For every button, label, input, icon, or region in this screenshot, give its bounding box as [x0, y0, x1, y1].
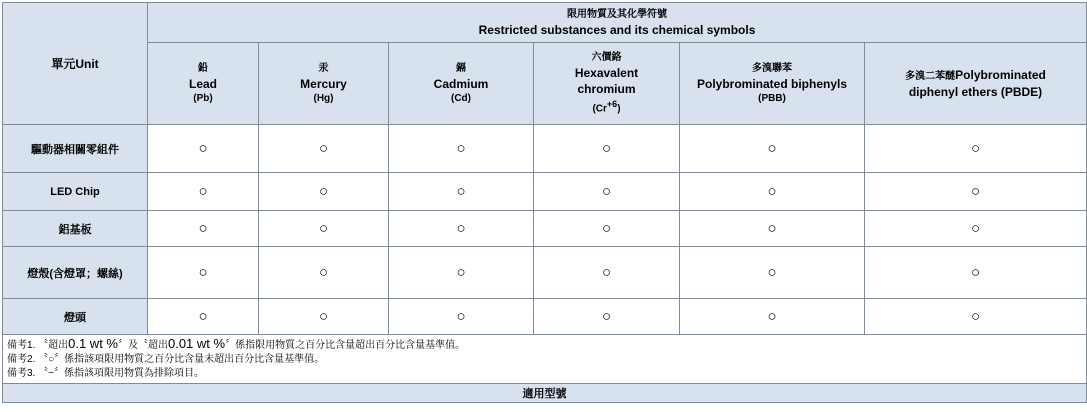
substance-symbol	[534, 97, 679, 116]
mark-cell: ○	[865, 125, 1087, 173]
note-1-text: 備考1. 〝超出	[7, 340, 69, 351]
mark-cell: ○	[259, 211, 389, 247]
mark-cell: ○	[389, 299, 534, 335]
mark-cell: ○	[865, 247, 1087, 299]
substance-symbol: (PBB)	[758, 92, 786, 104]
note-1-text: 〞係指限用物質之百分比含量超出百分比含量基準值。	[225, 340, 466, 351]
mark-cell: ○	[148, 211, 259, 247]
restricted-title-en: Restricted substances and its chemical symbols	[478, 22, 756, 37]
restricted-header	[148, 3, 1087, 43]
note-1	[7, 337, 1082, 353]
substance-symbol: (Pb)	[193, 92, 213, 104]
substance-pbde	[865, 43, 1087, 125]
symbol-prefix: (Cr	[592, 103, 607, 115]
substance-en: Polybrominated	[955, 68, 1046, 82]
substance-pbb	[680, 43, 865, 125]
notes-cell	[3, 335, 1087, 384]
substance-en-line2: chromium	[577, 81, 636, 96]
substance-en: Mercury	[300, 76, 347, 91]
mark-cell: ○	[865, 173, 1087, 211]
symbol-superscript: +6	[606, 98, 618, 109]
unit-header	[3, 3, 148, 125]
mark-cell: ○	[865, 299, 1087, 335]
substance-en: Polybrominated biphenyls	[696, 76, 848, 91]
mark-cell: ○	[680, 125, 865, 173]
mark-cell: ○	[389, 247, 534, 299]
substance-zh: 鉛	[198, 62, 208, 74]
mark-cell: ○	[259, 299, 389, 335]
mark-cell: ○	[534, 125, 680, 173]
table-row	[3, 299, 1087, 335]
mark-cell: ○	[259, 125, 389, 173]
mark-cell: ○	[865, 211, 1087, 247]
substance-zh: 多溴二苯醚	[905, 71, 956, 82]
note-1-value: 0.1 wt %	[68, 336, 118, 351]
notes-row	[3, 335, 1087, 384]
substance-en: Lead	[188, 76, 217, 91]
mark-cell: ○	[680, 173, 865, 211]
substance-symbol: (Cd)	[451, 92, 471, 104]
restricted-substances-table	[2, 2, 1087, 403]
substance-en-line2: diphenyl ethers (PBDE)	[908, 85, 1043, 99]
substance-zh: 鎘	[456, 62, 466, 74]
table-row	[3, 211, 1087, 247]
note-3: 備考3. 〝−〞係指該項限用物質為排除項目。	[7, 368, 204, 379]
note-1-value: 0.01 wt %	[167, 336, 226, 351]
substance-zh: 汞	[318, 62, 329, 74]
rohs-declaration	[2, 2, 1086, 403]
mark-cell: ○	[148, 125, 259, 173]
mark-cell: ○	[389, 173, 534, 211]
mark-cell: ○	[259, 173, 389, 211]
substance-zh: 多溴聯苯	[752, 62, 792, 74]
substance-en-line1	[865, 67, 1086, 84]
mark-cell: ○	[534, 299, 680, 335]
mark-cell: ○	[389, 211, 534, 247]
restricted-title-zh: 限用物質及其化學符號	[567, 8, 667, 20]
applicable-models-title: 適用型號	[522, 388, 567, 400]
substance-lead	[148, 43, 259, 125]
mark-cell: ○	[534, 173, 680, 211]
row-label: 驅動器相關零組件	[3, 125, 148, 173]
mark-cell: ○	[259, 247, 389, 299]
applicable-models-header	[3, 384, 1087, 403]
mark-cell: ○	[148, 247, 259, 299]
row-label: 燈頭	[3, 299, 148, 335]
substance-symbol: (Hg)	[313, 92, 334, 104]
note-2: 備考2. 〝○〞係指該項限用物質之百分比含量未超出百分比含量基準值。	[7, 354, 325, 365]
substance-cadmium	[389, 43, 534, 125]
row-label: 燈殼(含燈罩；螺絲)	[3, 247, 148, 299]
table-row	[3, 247, 1087, 299]
substance-en: Cadmium	[433, 76, 489, 91]
mark-cell: ○	[389, 125, 534, 173]
substance-en-line1: Hexavalent	[574, 65, 639, 80]
mark-cell: ○	[534, 211, 680, 247]
substance-mercury	[259, 43, 389, 125]
note-1-text: 〞及〝超出	[117, 340, 168, 351]
unit-label: 單元Unit	[51, 56, 99, 71]
row-label: 鋁基板	[3, 211, 148, 247]
mark-cell: ○	[680, 247, 865, 299]
table-row	[3, 125, 1087, 173]
mark-cell: ○	[148, 173, 259, 211]
table-row	[3, 173, 1087, 211]
mark-cell: ○	[680, 211, 865, 247]
substance-hexavalent-chromium	[534, 43, 680, 125]
mark-cell: ○	[148, 299, 259, 335]
row-label: LED Chip	[3, 173, 148, 211]
mark-cell: ○	[680, 299, 865, 335]
mark-cell: ○	[534, 247, 680, 299]
substance-zh: 六價鉻	[591, 51, 622, 63]
symbol-suffix: )	[617, 103, 621, 115]
